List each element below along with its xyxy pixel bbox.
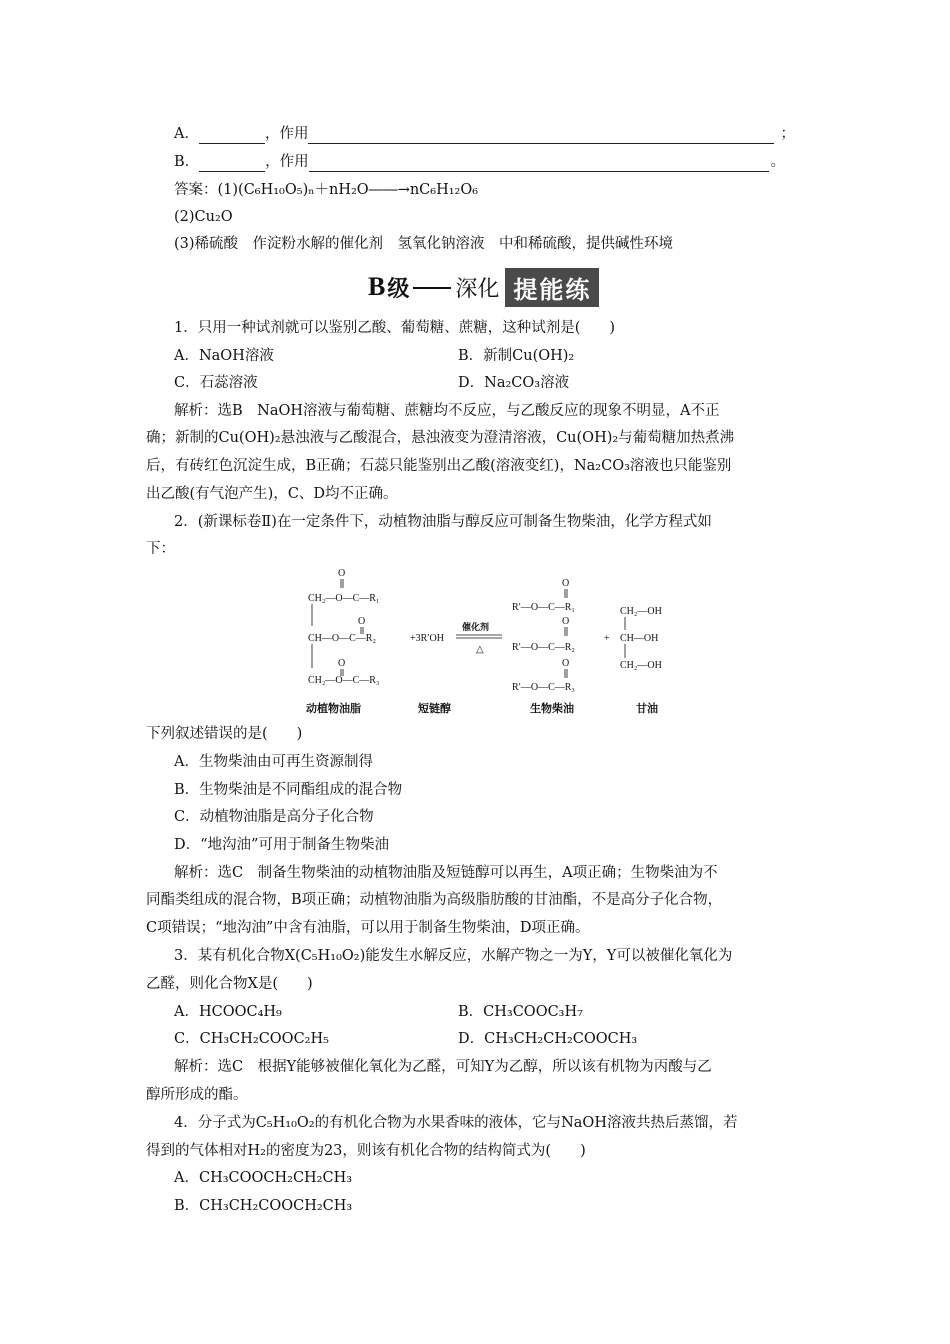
q4-stem-1: 4．分子式为C₅H₁₀O₂的有机化合物为水果香味的液体，它与NaOH溶液共热后蒸馏，若 (174, 1115, 738, 1131)
o-label-5: O (562, 616, 570, 627)
q2-explanation-3: C项错误；“地沟油”中含有油脂，可以用于制备生物柴油，D项正确。 (146, 920, 590, 936)
glyceride-group-2: CH—O—C—R₂ (308, 633, 376, 644)
glycerol-1: CH₂—OH (620, 606, 662, 617)
q1-option-a[interactable]: A．NaOH溶液 (174, 348, 274, 364)
q1-stem: 1．只用一种试剂就可以鉴别乙酸、葡萄糖、蔗糖，这种试剂是( ) (174, 320, 616, 336)
fill-a-mid: ，作用 (264, 126, 309, 142)
q3-option-d[interactable]: D．CH₃CH₂CH₂COOCH₃ (458, 1031, 638, 1047)
q1-option-d[interactable]: D．Na₂CO₃溶液 (458, 375, 570, 391)
fill-b-mid: ，作用 (265, 154, 309, 170)
heading-box: 提能练 (505, 268, 599, 307)
fill-a-blank[interactable] (199, 127, 265, 144)
caption-oil: 动植物油脂 (306, 702, 361, 715)
answer-line-2: (2)Cu₂O (174, 209, 233, 225)
caption-alcohol: 短链醇 (418, 702, 451, 715)
q1-explanation-1: 解析：选B NaOH溶液与葡萄糖、蔗糖均不反应，与乙酸反应的现象不明显，A不正 (174, 403, 720, 419)
q1-explanation-4: 出乙酸(有气泡产生)，C、D均不正确。 (146, 486, 398, 502)
plus-sign: + (604, 633, 610, 644)
fill-line-a (174, 124, 795, 144)
answer-line-3: (3)稀硫酸 作淀粉水解的催化剂 氢氧化钠溶液 中和稀硫酸，提供碱性环境 (174, 236, 674, 252)
heading-ji: 级 (387, 275, 410, 302)
fill-a-end: ； (780, 126, 795, 142)
o-label-2: O (358, 616, 366, 627)
q4-stem-2: 得到的气体相对H₂的密度为23，则该有机化合物的结构简式为( ) (146, 1143, 586, 1159)
q4-option-a[interactable]: A．CH₃COOCH₂CH₂CH₃ (174, 1170, 353, 1186)
q3-option-c[interactable]: C．CH₃CH₂COOC₂H₅ (174, 1031, 329, 1047)
q2-explanation-2: 同酯类组成的混合物，B项正确；动植物油脂为高级脂肪酸的甘油酯，不是高分子化合物， (146, 892, 723, 908)
glycerol-3: CH₂—OH (620, 660, 662, 671)
heading-dash (413, 287, 451, 289)
q1-explanation-3: 后，有砖红色沉淀生成，B正确；石蕊只能鉴别出乙酸(溶液变红)，Na₂CO₃溶液也只能鉴别 (146, 458, 732, 474)
glycerol-2: CH—OH (620, 633, 659, 644)
q3-stem-1: 3．某有机化合物X(C₅H₁₀O₂)能发生水解反应，水解产物之一为Y，Y可以被催化氧化为 (174, 948, 733, 964)
reaction-diagram (300, 566, 700, 716)
o-label-6: O (562, 658, 570, 669)
q3-stem-2: 乙醛，则化合物X是( ) (146, 976, 313, 992)
heading-shenhua: 深化 (455, 276, 500, 302)
catalyst-label: 催化剂 (462, 623, 490, 633)
ester-2: R′—O—C—R₂ (512, 642, 575, 653)
q2-ask: 下列叙述错误的是( ) (146, 726, 303, 742)
q1-option-b[interactable]: B．新制Cu(OH)₂ (458, 348, 575, 364)
q3-option-b[interactable]: B．CH₃COOC₃H₇ (458, 1004, 583, 1020)
section-heading (368, 268, 599, 306)
ester-1: R′—O—C—R₁ (512, 602, 575, 613)
q3-explanation-1: 解析：选C 根据Y能够被催化氧化为乙醛，可知Y为乙醇，所以该有机物为丙酸与乙 (174, 1059, 712, 1075)
o-label-3: O (338, 658, 346, 669)
fill-line-b (174, 152, 785, 172)
q3-explanation-2: 醇所形成的酯。 (146, 1087, 248, 1103)
fill-b-label: B． (174, 154, 200, 170)
q2-stem-2: 下： (146, 541, 175, 557)
q3-option-a[interactable]: A．HCOOC₄H₉ (174, 1004, 282, 1020)
o-label-4: O (562, 578, 570, 589)
q2-explanation-1: 解析：选C 制备生物柴油的动植物油脂及短链醇可以再生，A项正确；生物柴油为不 (174, 865, 718, 881)
fill-a-effect-blank[interactable] (308, 127, 774, 144)
heading-level: B (368, 272, 386, 301)
q1-explanation-2: 确；新制的Cu(OH)₂悬浊液与乙酸混合，悬浊液变为澄清溶液，Cu(OH)₂与葡萄糖加热煮沸 (146, 430, 735, 446)
caption-glycerol: 甘油 (636, 702, 658, 715)
o-label-1: O (338, 568, 346, 579)
q1-option-c[interactable]: C．石蕊溶液 (174, 375, 258, 391)
heat-label: △ (476, 644, 484, 655)
fill-b-end: 。 (770, 154, 786, 170)
q2-option-a[interactable]: A．生物柴油由可再生资源制得 (174, 754, 373, 770)
caption-biodiesel: 生物柴油 (530, 702, 574, 715)
q2-option-b[interactable]: B．生物柴油是不同酯组成的混合物 (174, 782, 403, 798)
fill-a-label: A． (174, 126, 199, 142)
fill-b-blank[interactable] (199, 155, 265, 172)
glyceride-group-3: CH₂—O—C—R₃ (308, 675, 380, 686)
q2-option-d[interactable]: D．“地沟油”可用于制备生物柴油 (174, 837, 389, 853)
glyceride-group-1: CH₂—O—C—R₁ (308, 593, 380, 604)
q2-option-c[interactable]: C．动植物油脂是高分子化合物 (174, 809, 374, 825)
ester-3: R′—O—C—R₃ (512, 682, 575, 693)
q2-stem-1: 2．(新课标卷Ⅱ)在一定条件下，动植物油脂与醇反应可制备生物柴油，化学方程式如 (174, 514, 712, 530)
reagent: +3R′OH (410, 633, 444, 644)
answer-line-1: 答案：(1)(C₆H₁₀O₅)ₙ＋nH₂O――→nC₆H₁₂O₆ (174, 182, 479, 198)
q4-option-b[interactable]: B．CH₃CH₂COOCH₂CH₃ (174, 1198, 353, 1214)
fill-b-effect-blank[interactable] (309, 155, 769, 172)
